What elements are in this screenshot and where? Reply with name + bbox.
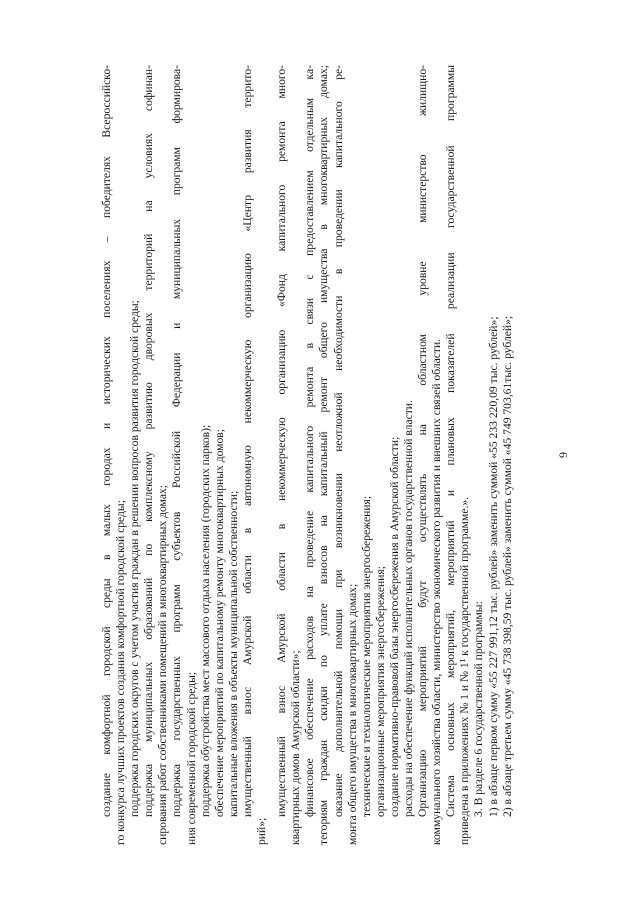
rotated-text-block: [100, 65, 580, 845]
text-line: имущественный взнос Амурской области в автономную некоммерческую организацию «Центр развития террито-: [240, 65, 254, 817]
page-number: 9: [556, 452, 570, 458]
text-line: технические и технологические мероприятия энергосбережения;: [359, 495, 373, 817]
text-line: поддержка государственных программ субъектов Российской Федерации и муниципальных программ формирова-: [170, 65, 184, 817]
text-line: создание комфортной городской среды в малых городах и исторических поселениях – победителях Всероссийско-: [100, 65, 113, 817]
text-line: финансовое обеспечение расходов на проведение капитального ремонта в связи с предоставлением отдельным ка-: [303, 65, 317, 817]
text-line: тегориям граждан скидки по уплате взносов на капитальный ремонт общего имущества в многоквартирных домах;: [317, 65, 331, 845]
text-line: коммунального хозяйства области, министерство экономического развития и внешних связей области.: [430, 338, 444, 845]
text-line: ния современной городской среды;: [184, 671, 198, 845]
text-line: рий»;: [255, 817, 269, 845]
text-line: монта общего имущества в многоквартирных домах;: [345, 583, 359, 845]
text-line: организационные мероприятия энергосбережения;: [373, 566, 387, 817]
text-line: оказание дополнительной помощи при возникновении неотложной необходимости в проведении капитального ре-: [331, 65, 345, 817]
text-line: создание нормативно-правовой базы энергосбережения в Амурской области;: [387, 436, 401, 817]
text-line: го конкурса лучших проектов создания комфортной городской среды;: [114, 500, 128, 845]
text-line: 3. В разделе 6 государственной программы:: [472, 601, 486, 817]
text-line: 2) в абзаце третьем сумму «45 738 398,59 тыс. рублей» заменить суммой «45 749 703,61тыс. рублей»;: [500, 315, 514, 817]
text-line: Система основных мероприятий, мероприятий и плановых показателей реализации государственной программы: [444, 65, 458, 817]
text-line: расходы на обеспечение функций исполнительных органов государственной власти.: [401, 400, 415, 817]
text-line: квартирных домов Амурской области»;: [289, 650, 303, 845]
text-line: поддержка городских округов с учетом участия граждан в решении вопросов развития городской среды;: [128, 300, 142, 817]
text-line: капитальные вложения в объекты муниципальной собственности;: [226, 490, 240, 817]
text-line: поддержка обустройства мест массового отдыха населения (городских парков);: [198, 424, 212, 817]
text-line: поддержка муниципальных образований по комплексному развитию дворовых территорий на условиях софинан-: [142, 65, 156, 817]
text-line: обеспечение мероприятий по капитальному ремонту многоквартирных домов;: [212, 429, 226, 817]
text-line: имущественный взнос Амурской области в некоммерческую организацию «Фонд капитального ремонта много-: [275, 65, 289, 817]
text-line: приведена в приложениях № 1 и № 1¹ к государственной программе.».: [458, 496, 472, 845]
text-line: Организацию мероприятий будут осуществлять на областном уровне министерство жилищно-: [416, 65, 430, 817]
text-line: сирования работ собственниками помещений в многоквартирных домах;: [156, 485, 170, 845]
document-body: [100, 65, 515, 845]
text-line: 1) в абзаце первом сумму «55 227 991,12 тыс. рублей» заменить суммой «55 233 220,09 тыс. рублей»;: [486, 316, 500, 817]
